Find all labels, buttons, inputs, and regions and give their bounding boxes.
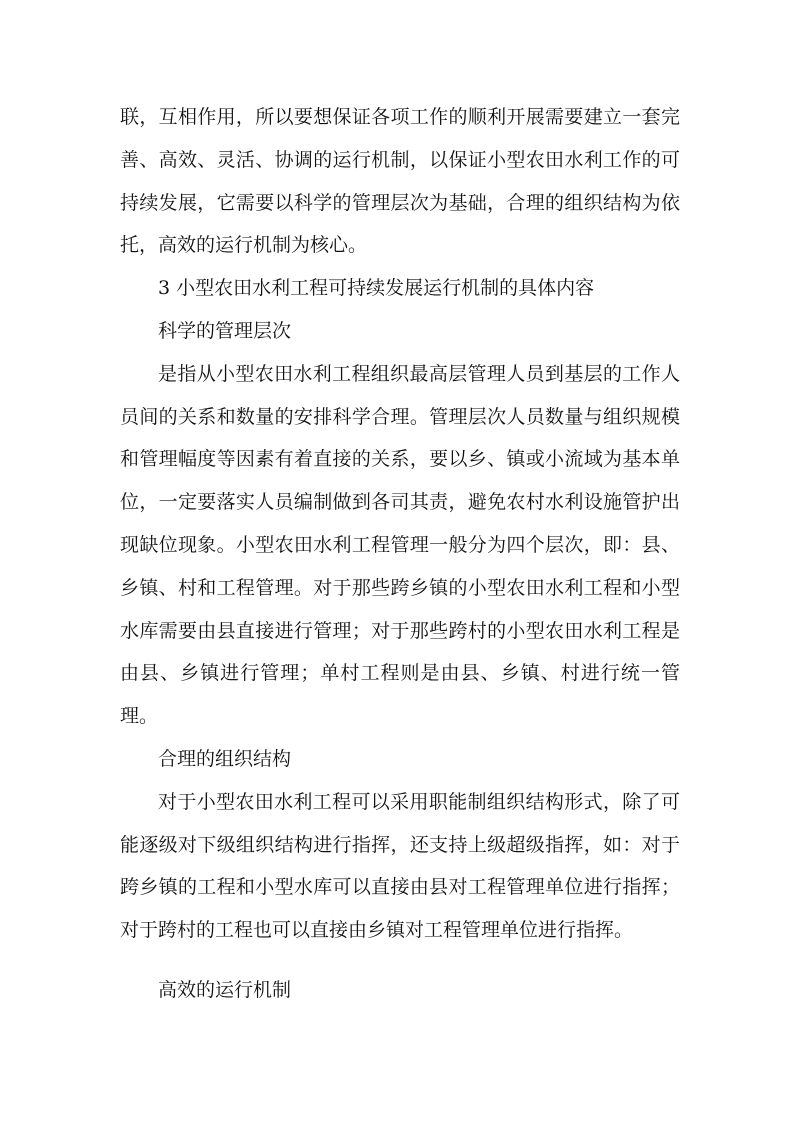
body-paragraph: 对于小型农田水利工程可以采用职能制组织结构形式，除了可能逐级对下级组织结构进行指挥，还支持上级超级指挥，如：对于跨乡镇的工程和小型水库可以直接由县对工程管理单位进行指挥；对于跨村的工程也可以直接由乡镇对工程管理单位进行指挥。 bbox=[120, 790, 680, 942]
subsection-heading: 科学的管理层次 bbox=[158, 319, 292, 342]
paragraph-spacer bbox=[120, 952, 680, 969]
subsection-heading: 合理的组织结构 bbox=[158, 747, 292, 770]
subsection-heading: 高效的运行机制 bbox=[158, 978, 292, 1001]
body-paragraph: 是指从小型农田水利工程组织最高层管理人员到基层的工作人员间的关系和数量的安排科学合理。管理层次人员数量与组织规模和管理幅度等因素有着直接的关系，要以乡、镇或小流域为基本单位，一定要落实人员编制做到各司其责，避免农村水利设施管护出现缺位现象。小型农田水利工程管理一般分为四个层次，即：县、乡镇、村和工程管理。对于那些跨乡镇的小型农田水利工程和小型水库需要由县直接进行管理；对于那些跨村的小型农田水利工程是由县、乡镇进行管理；单村工程则是由县、乡镇、村进行统一管理。 bbox=[120, 362, 680, 728]
document-body bbox=[120, 96, 680, 1012]
body-paragraph: 联，互相作用，所以要想保证各项工作的顺利开展需要建立一套完善、高效、灵活、协调的运行机制，以保证小型农田水利工作的可持续发展，它需要以科学的管理层次为基础，合理的组织结构为依托，高效的运行机制为核心。 bbox=[120, 106, 680, 257]
section-heading: 3 小型农田水利工程可持续发展运行机制的具体内容 bbox=[158, 277, 595, 300]
